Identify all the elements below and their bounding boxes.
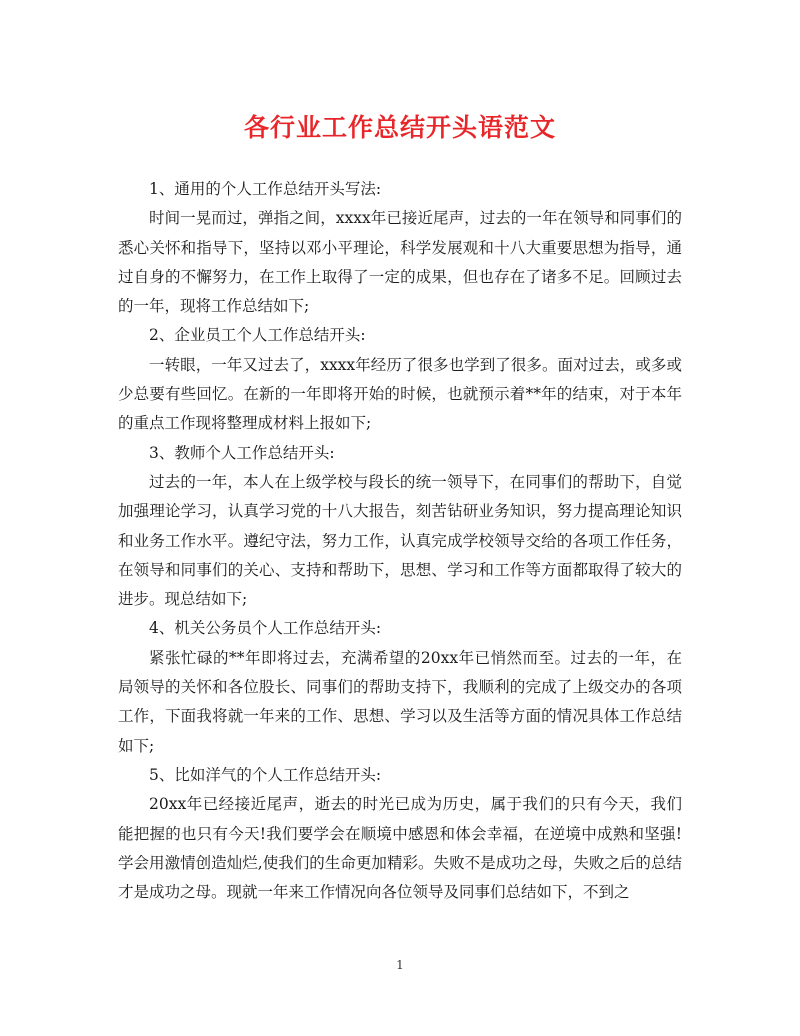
document-body bbox=[118, 175, 682, 907]
section-heading: 5、比如洋气的个人工作总结开头: bbox=[149, 765, 382, 784]
paragraph: 一转眼，一年又过去了，xxxx年经历了很多也学到了很多。面对过去，或多或少总要有些回忆。在新的一年即将开始的时候，也就预示着**年的结束，对于本年的重点工作现将整理成材料上报如下; bbox=[118, 355, 682, 433]
section-heading: 4、机关公务员个人工作总结开头: bbox=[149, 619, 382, 638]
document-title: 各行业工作总结开头语范文 bbox=[243, 113, 556, 142]
section-heading: 2、企业员工个人工作总结开头: bbox=[149, 326, 366, 345]
paragraph: 时间一晃而过，弹指之间，xxxx年已接近尾声，过去的一年在领导和同事们的悉心关怀和指导下，坚持以邓小平理论，科学发展观和十八大重要思想为指导，通过自身的不懈努力，在工作上取得了一定的成果，但也存在了诸多不足。回顾过去的一年，现将工作总结如下; bbox=[118, 209, 682, 316]
section-heading: 1、通用的个人工作总结开头写法: bbox=[149, 180, 382, 198]
paragraph: 过去的一年，本人在上级学校与段长的统一领导下，在同事们的帮助下，自觉加强理论学习，认真学习党的十八大报告，刻苦钻研业务知识，努力提高理论知识和业务工作水平。遵纪守法，努力工作，认真完成学校领导交给的各项工作任务，在领导和同事们的关心、支持和帮助下，思想、学习和工作等方面都取得了较大的进步。现总结如下; bbox=[118, 472, 682, 609]
paragraph: 紧张忙碌的**年即将过去，充满希望的20xx年已悄然而至。过去的一年，在局领导的关怀和各位股长、同事们的帮助支持下，我顺利的完成了上级交办的各项工作，下面我将就一年来的工作、思想、学习以及生活等方面的情况具体工作总结如下; bbox=[118, 648, 682, 755]
paragraph: 20xx年已经接近尾声，逝去的时光已成为历史，属于我们的只有今天，我们能把握的也只有今天!我们要学会在顺境中感恩和体会幸福，在逆境中成熟和坚强!学会用激情创造灿烂,使我们的生命更加精彩。失败不是成功之母，失败之后的总结才是成功之母。现就一年来工作情况向各位领导及同事们总结如下，不到之 bbox=[118, 795, 682, 902]
page-number: 1 bbox=[396, 958, 404, 972]
section-heading: 3、教师个人工作总结开头: bbox=[149, 443, 335, 462]
